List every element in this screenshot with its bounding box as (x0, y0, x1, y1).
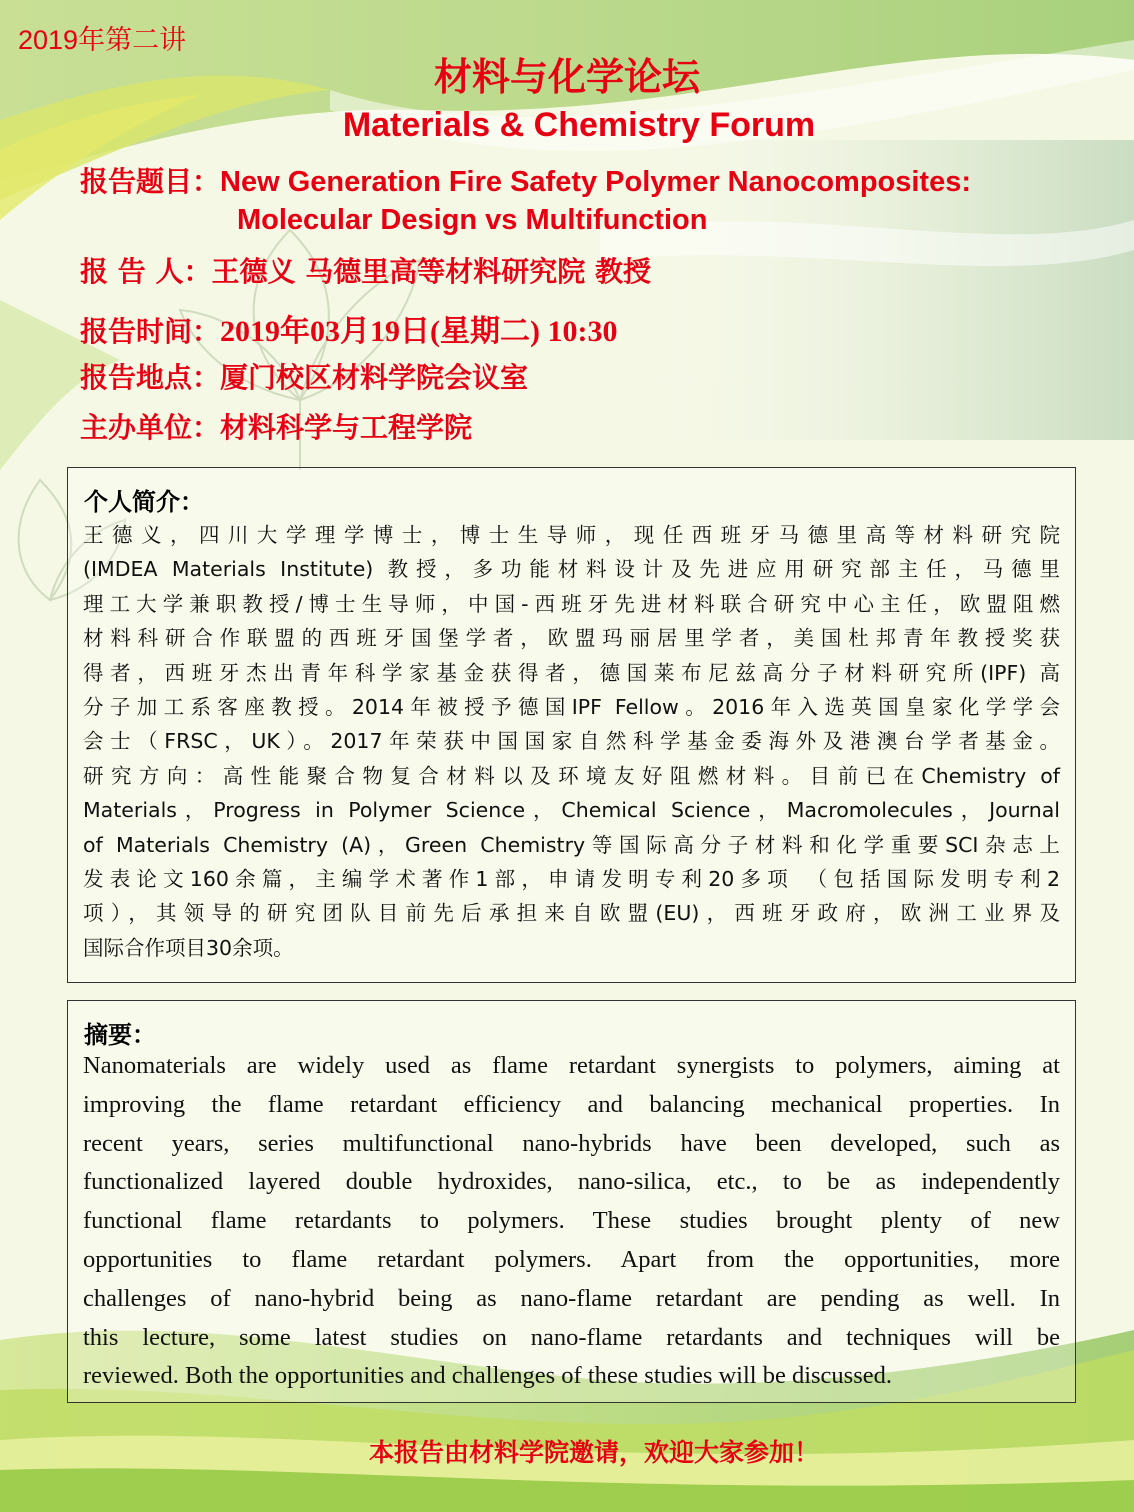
bio-line: 项），其领导的研究团队目前先后承担来自欧盟(EU)，西班牙政府，欧洲工业界及 (83, 901, 1060, 926)
bio-line: Materials，Progress in Polymer Science，Chemical Science，Macromolecules，Journal (83, 798, 1060, 823)
abstract-line: functional flame retardants to polymers. These studies brought plenty of new (83, 1207, 1060, 1235)
bio-line: 材料科研合作联盟的西班牙国堡学者，欧盟玛丽居里学者，美国杜邦青年教授奖获 (83, 626, 1060, 651)
bio-text (83, 518, 1060, 965)
bio-line: (IMDEA Materials Institute) 教授，多功能材料设计及先进应用研究部主任，马德里 (83, 557, 1060, 582)
speaker-label: 报 告 人： (80, 255, 212, 288)
time-value: 2019年03月19日(星期二) 10:30 (220, 315, 618, 348)
topic-line2: Molecular Design vs Multifunction (237, 204, 708, 236)
bio-line: 会士（FRSC，UK）。2017年荣获中国国家自然科学基金委海外及港澳台学者基金。 (83, 729, 1060, 754)
abstract-line: opportunities to flame retardant polymers. Apart from the opportunities, more (83, 1245, 1060, 1273)
bio-line: 理工大学兼职教授/博士生导师，中国-西班牙先进材料联合研究中心主任，欧盟阻燃 (83, 591, 1060, 616)
bio-heading: 个人简介： (84, 488, 204, 516)
invitation-footer: 本报告由材料学院邀请，欢迎大家参加！ (368, 1438, 819, 1467)
abstract-line: improving the flame retardant efficiency and balancing mechanical properties. In (83, 1090, 1060, 1118)
abstract-line: Nanomaterials are widely used as flame retardant synergists to polymers, aiming at (83, 1052, 1060, 1079)
topic-row (80, 160, 971, 200)
abstract-line: functionalized layered double hydroxides, nano-silica, etc., to be as independently (83, 1168, 1060, 1196)
time-label: 报告时间： (80, 315, 221, 348)
abstract-line: challenges of nano-hybrid being as nano-flame retardant are pending as well. In (83, 1284, 1060, 1312)
bio-line: 王德义，四川大学理学博士，博士生导师，现任西班牙马德里高等材料研究院 (83, 523, 1060, 547)
place-value: 厦门校区材料学院会议室 (220, 361, 529, 394)
topic-line1: New Generation Fire Safety Polymer Nanocomposites: (220, 166, 971, 198)
bio-line: 研究方向：高性能聚合物复合材料以及环境友好阻燃材料。目前已在Chemistry of (83, 763, 1060, 788)
speaker-row (80, 250, 651, 290)
time-row (80, 306, 618, 350)
forum-title-cn: 材料与化学论坛 (433, 55, 700, 99)
bio-line: 得者，西班牙杰出青年科学家基金获得者，德国莱布尼兹高分子材料研究所(IPF) 高 (83, 660, 1060, 685)
bio-line: 国际合作项目30余项。 (83, 935, 294, 960)
bio-line: 发表论文160余篇，主编学术著作1部，申请发明专利20多项 （包括国际发明专利2 (83, 867, 1060, 892)
host-value: 材料科学与工程学院 (220, 411, 473, 444)
host-row (80, 406, 472, 446)
topic-label: 报告题目： (80, 165, 221, 198)
host-label: 主办单位： (80, 411, 221, 444)
abstract-heading: 摘要： (84, 1021, 156, 1049)
abstract-box (67, 1000, 1076, 1403)
bio-box (67, 467, 1076, 983)
abstract-line: recent years, series multifunctional nano-hybrids have been developed, such as (83, 1129, 1060, 1157)
lecture-number: 2019年第二讲 (18, 25, 187, 55)
abstract-text (83, 1047, 1060, 1396)
place-row (80, 356, 528, 396)
abstract-line: this lecture, some latest studies on nano-flame retardants and techniques will be (83, 1323, 1060, 1351)
abstract-line: reviewed. Both the opportunities and challenges of these studies will be discussed. (83, 1362, 893, 1390)
forum-title-en: Materials & Chemistry Forum (342, 106, 816, 144)
speaker-value: 王德义 马德里高等材料研究院 教授 (211, 255, 651, 288)
bio-line: of Materials Chemistry (A)，Green Chemistry等国际高分子材料和化学重要SCI杂志上 (83, 832, 1060, 857)
bio-line: 分子加工系客座教授。2014年被授予德国IPF Fellow。2016年入选英国皇家化学学会 (83, 695, 1060, 720)
place-label: 报告地点： (80, 361, 221, 394)
